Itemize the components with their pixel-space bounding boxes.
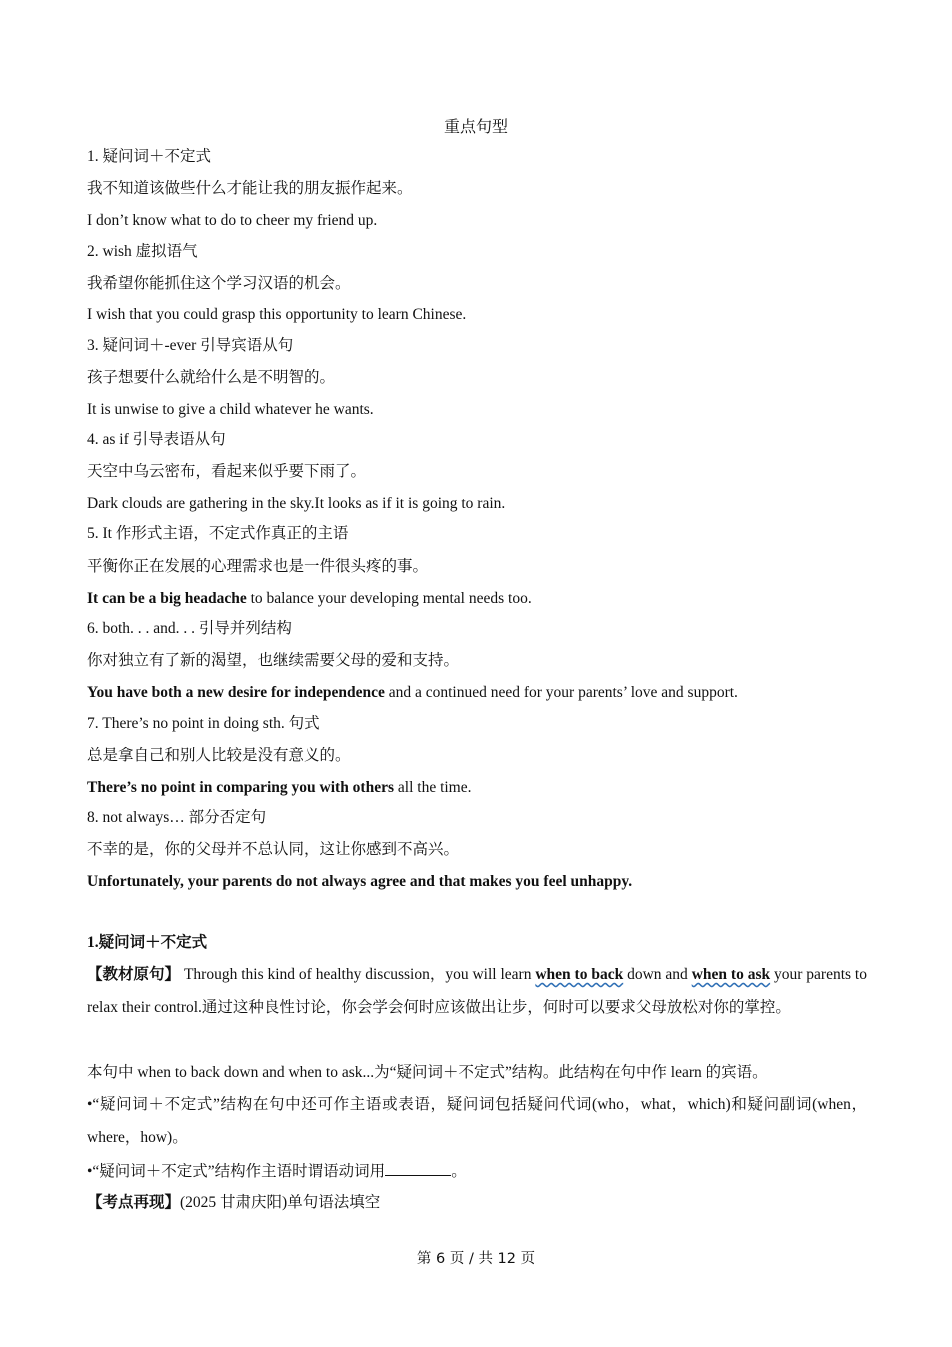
- pattern-heading: 4. as if 引导表语从句: [87, 431, 226, 448]
- pattern-chinese: 你对独立有了新的渴望，也继续需要父母的爱和支持。: [87, 652, 460, 669]
- pattern-english-rest: I don’t know what to do to cheer my friend up.: [87, 212, 378, 229]
- pattern-heading: 1. 疑问词＋不定式: [87, 148, 212, 165]
- pattern-english: [87, 211, 377, 231]
- pattern-chinese: 天空中乌云密布，看起来似乎要下雨了。: [87, 463, 367, 480]
- pattern-english-rest: and a continued need for your parents’ love and support.: [384, 684, 738, 701]
- exam-reference: [87, 1193, 380, 1213]
- pattern-english-rest: I wish that you could grasp this opportunity to learn Chinese.: [87, 306, 467, 323]
- pattern-chinese: 总是拿自己和别人比较是没有意义的。: [87, 747, 351, 764]
- pattern-heading: 6. both. . . and. . . 引导并列结构: [87, 620, 292, 637]
- pattern-chinese: 不幸的是，你的父母并不总认同，这让你感到不高兴。: [87, 841, 460, 858]
- textbook-sentence: [87, 959, 867, 1024]
- pattern-english-rest: Dark clouds are gathering in the sky.It looks as if it is going to rain.: [87, 495, 506, 512]
- pattern-english: [87, 494, 505, 514]
- pattern-heading: 3. 疑问词＋-ever 引导宾语从句: [87, 337, 294, 354]
- pattern-chinese: 孩子想要什么就给什么是不明智的。: [87, 369, 336, 386]
- pattern-english-bold: You have both a new desire for independence: [87, 684, 385, 701]
- page-title: 重点句型: [443, 119, 508, 136]
- pattern-english: [87, 589, 532, 609]
- pattern-english-rest: all the time.: [394, 779, 472, 796]
- pattern-chinese: 平衡你正在发展的心理需求也是一件很头疼的事。: [87, 558, 429, 575]
- emphasis-phrase: when to ask: [691, 966, 771, 983]
- explanation: 本句中 when to back down and when to ask...为“疑问词＋不定式”结构。此结构在句中作 learn 的宾语。: [87, 1064, 768, 1081]
- pattern-heading: 2. wish 虚拟语气: [87, 243, 198, 260]
- pattern-heading: 7. There’s no point in doing sth. 句式: [87, 715, 320, 732]
- bullet-text: 。: [451, 1163, 467, 1180]
- pattern-english-bold: It can be a big headache: [87, 590, 247, 607]
- pattern-heading: 8. not always… 部分否定句: [87, 809, 267, 826]
- source-text: your parents to relax their control.通过这种良性讨论，你会学会何时应该做出让步，何时可以要求父母放松对你的掌控。: [87, 966, 867, 1016]
- source-label: 【教材原句】: [87, 966, 181, 983]
- bullet-note: •“疑问词＋不定式”结构在句中还可作主语或表语，疑问词包括疑问代词(who，what，which)和疑问副词(when，where，how)。: [87, 1096, 867, 1146]
- exam-text: (2025 甘肃庆阳)单句语法填空: [180, 1194, 381, 1211]
- page-footer: 第 6 页 / 共 12 页: [416, 1251, 536, 1267]
- source-text: down and: [623, 966, 692, 983]
- pattern-english: [87, 683, 738, 703]
- exam-label: 【考点再现】: [87, 1194, 181, 1211]
- pattern-chinese: 我希望你能抓住这个学习汉语的机会。: [87, 275, 351, 292]
- bullet-text: •“疑问词＋不定式”结构作主语时谓语动词用: [87, 1163, 386, 1180]
- pattern-chinese: 我不知道该做些什么才能让我的朋友振作起来。: [87, 180, 413, 197]
- pattern-english: [87, 305, 466, 325]
- pattern-english: [87, 872, 632, 892]
- pattern-english-bold: There’s no point in comparing you with others: [87, 779, 395, 796]
- pattern-english-bold: Unfortunately, your parents do not always agree and that makes you feel unhappy.: [87, 873, 633, 890]
- pattern-english-rest: to balance your developing mental needs too.: [246, 590, 532, 607]
- pattern-english: [87, 400, 374, 420]
- bullet-note-blank: [87, 1161, 467, 1182]
- fill-blank: [385, 1161, 451, 1176]
- emphasis-phrase: when to back: [535, 966, 624, 983]
- pattern-english: [87, 778, 472, 798]
- section-heading: 1.疑问词＋不定式: [87, 934, 208, 951]
- source-text: Through this kind of healthy discussion，you will learn: [180, 966, 536, 983]
- pattern-heading: 5. It 作形式主语，不定式作真正的主语: [87, 525, 349, 542]
- pattern-english-rest: It is unwise to give a child whatever he wants.: [87, 401, 374, 418]
